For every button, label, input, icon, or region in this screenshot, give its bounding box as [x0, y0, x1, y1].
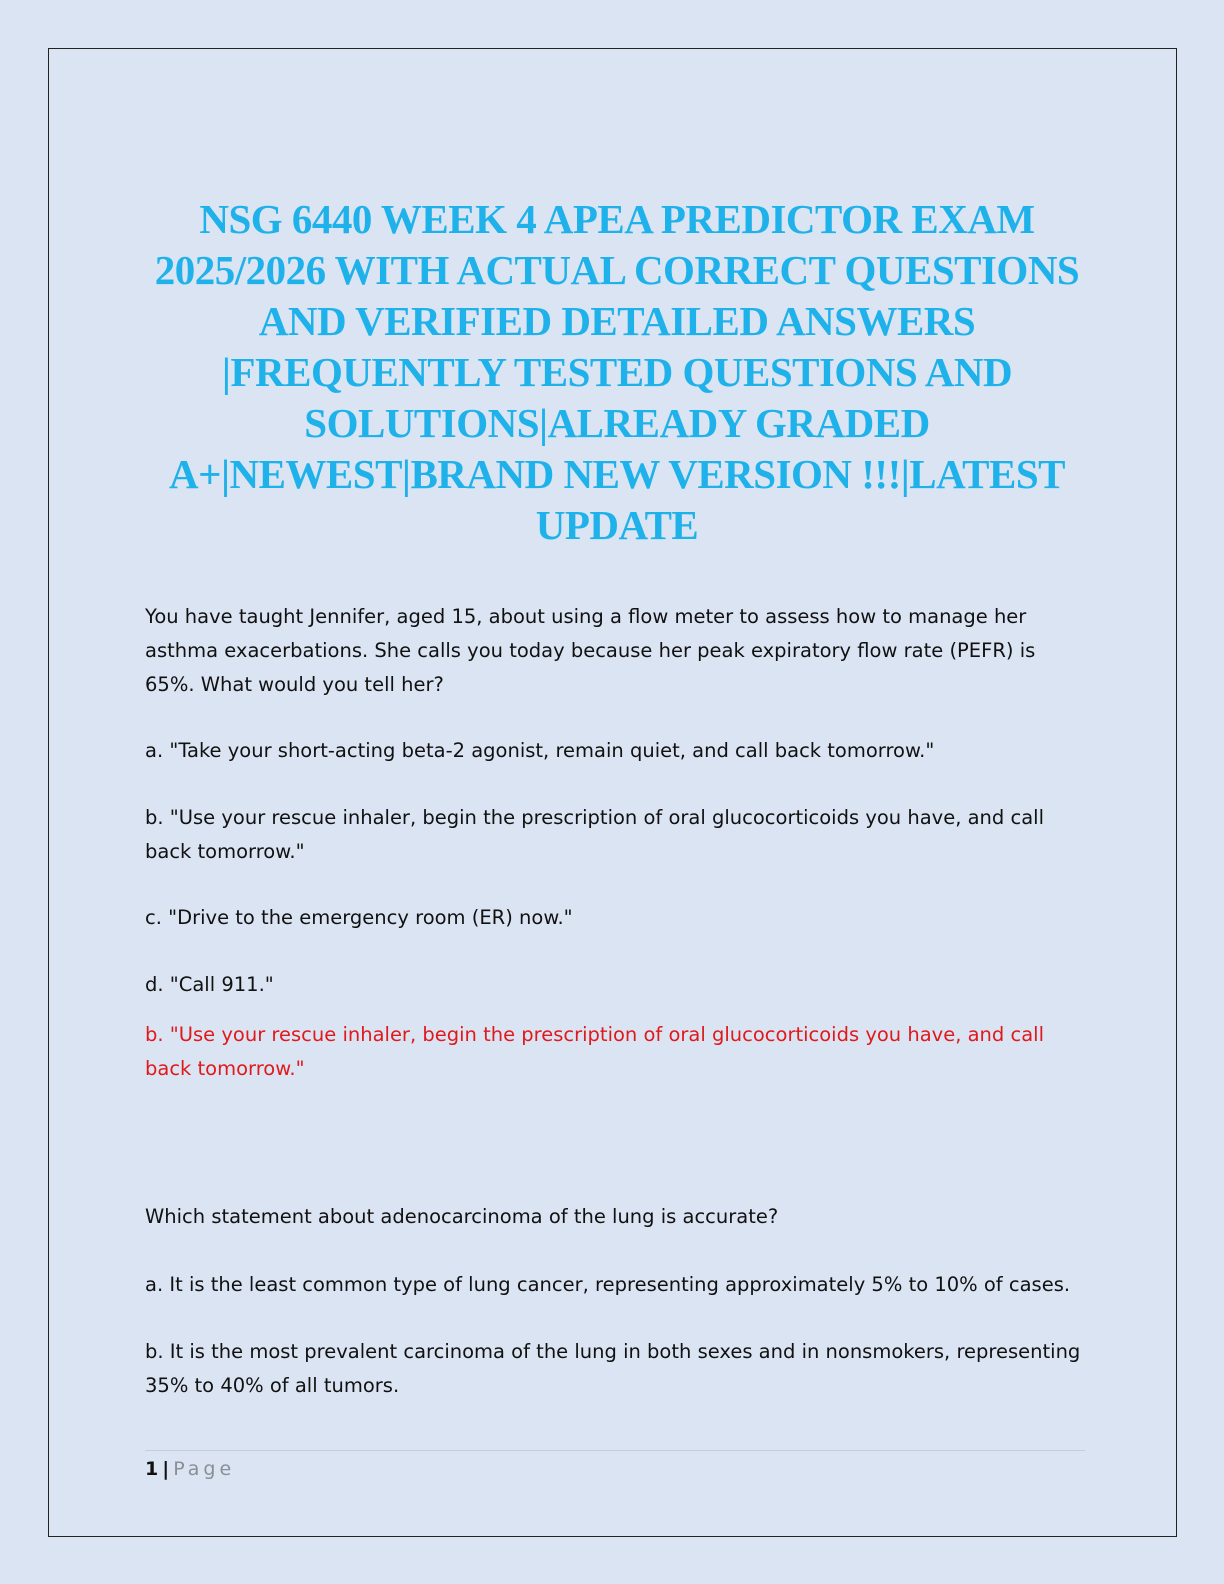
page-footer [145, 1454, 235, 1484]
question-1-answer: b. "Use your rescue inhaler, begin the prescription of oral glucocorticoids you have, and call back tomorrow." [145, 1023, 1044, 1080]
question-1-option-c: c. "Drive to the emergency room (ER) now." [145, 906, 573, 929]
question-2-stem: Which statement about adenocarcinoma of the lung is accurate? [145, 1205, 779, 1228]
question-1-stem: You have taught Jennifer, aged 15, about using a flow meter to assess how to manage her asthma exacerbations. She calls you today because her peak expiratory flow rate (PEFR) is 65%. What would you tell her? [145, 605, 1036, 696]
question-1-option-b: b. "Use your rescue inhaler, begin the prescription of oral glucocorticoids you have, and call back tomorrow." [145, 806, 1044, 863]
question-2-option-a: a. It is the least common type of lung cancer, representing approximately 5% to 10% of cases. [145, 1273, 1071, 1296]
page-label: Page [173, 1458, 236, 1480]
footer-separator: | [162, 1458, 170, 1480]
page-number: 1 [145, 1458, 159, 1480]
question-1-option-a: a. "Take your short-acting beta-2 agonist, remain quiet, and call back tomorrow." [145, 739, 935, 762]
footer-divider [145, 1450, 1085, 1451]
question-2-option-b: b. It is the most prevalent carcinoma of the lung in both sexes and in nonsmokers, representing 35% to 40% of all tumors. [145, 1340, 1081, 1397]
document-title: NSG 6440 WEEK 4 APEA PREDICTOR EXAM 2025/2026 WITH ACTUAL CORRECT QUESTIONS AND VERIFIED DETAILED ANSWERS |FREQUENTLY TESTED QUESTIONS AND SOLUTIONS|ALREADY GRADED A+|NEWEST|BRAND NEW VERSION !!!|LATEST UPDATE [154, 196, 1080, 548]
question-1-option-d: d. "Call 911." [145, 973, 274, 996]
